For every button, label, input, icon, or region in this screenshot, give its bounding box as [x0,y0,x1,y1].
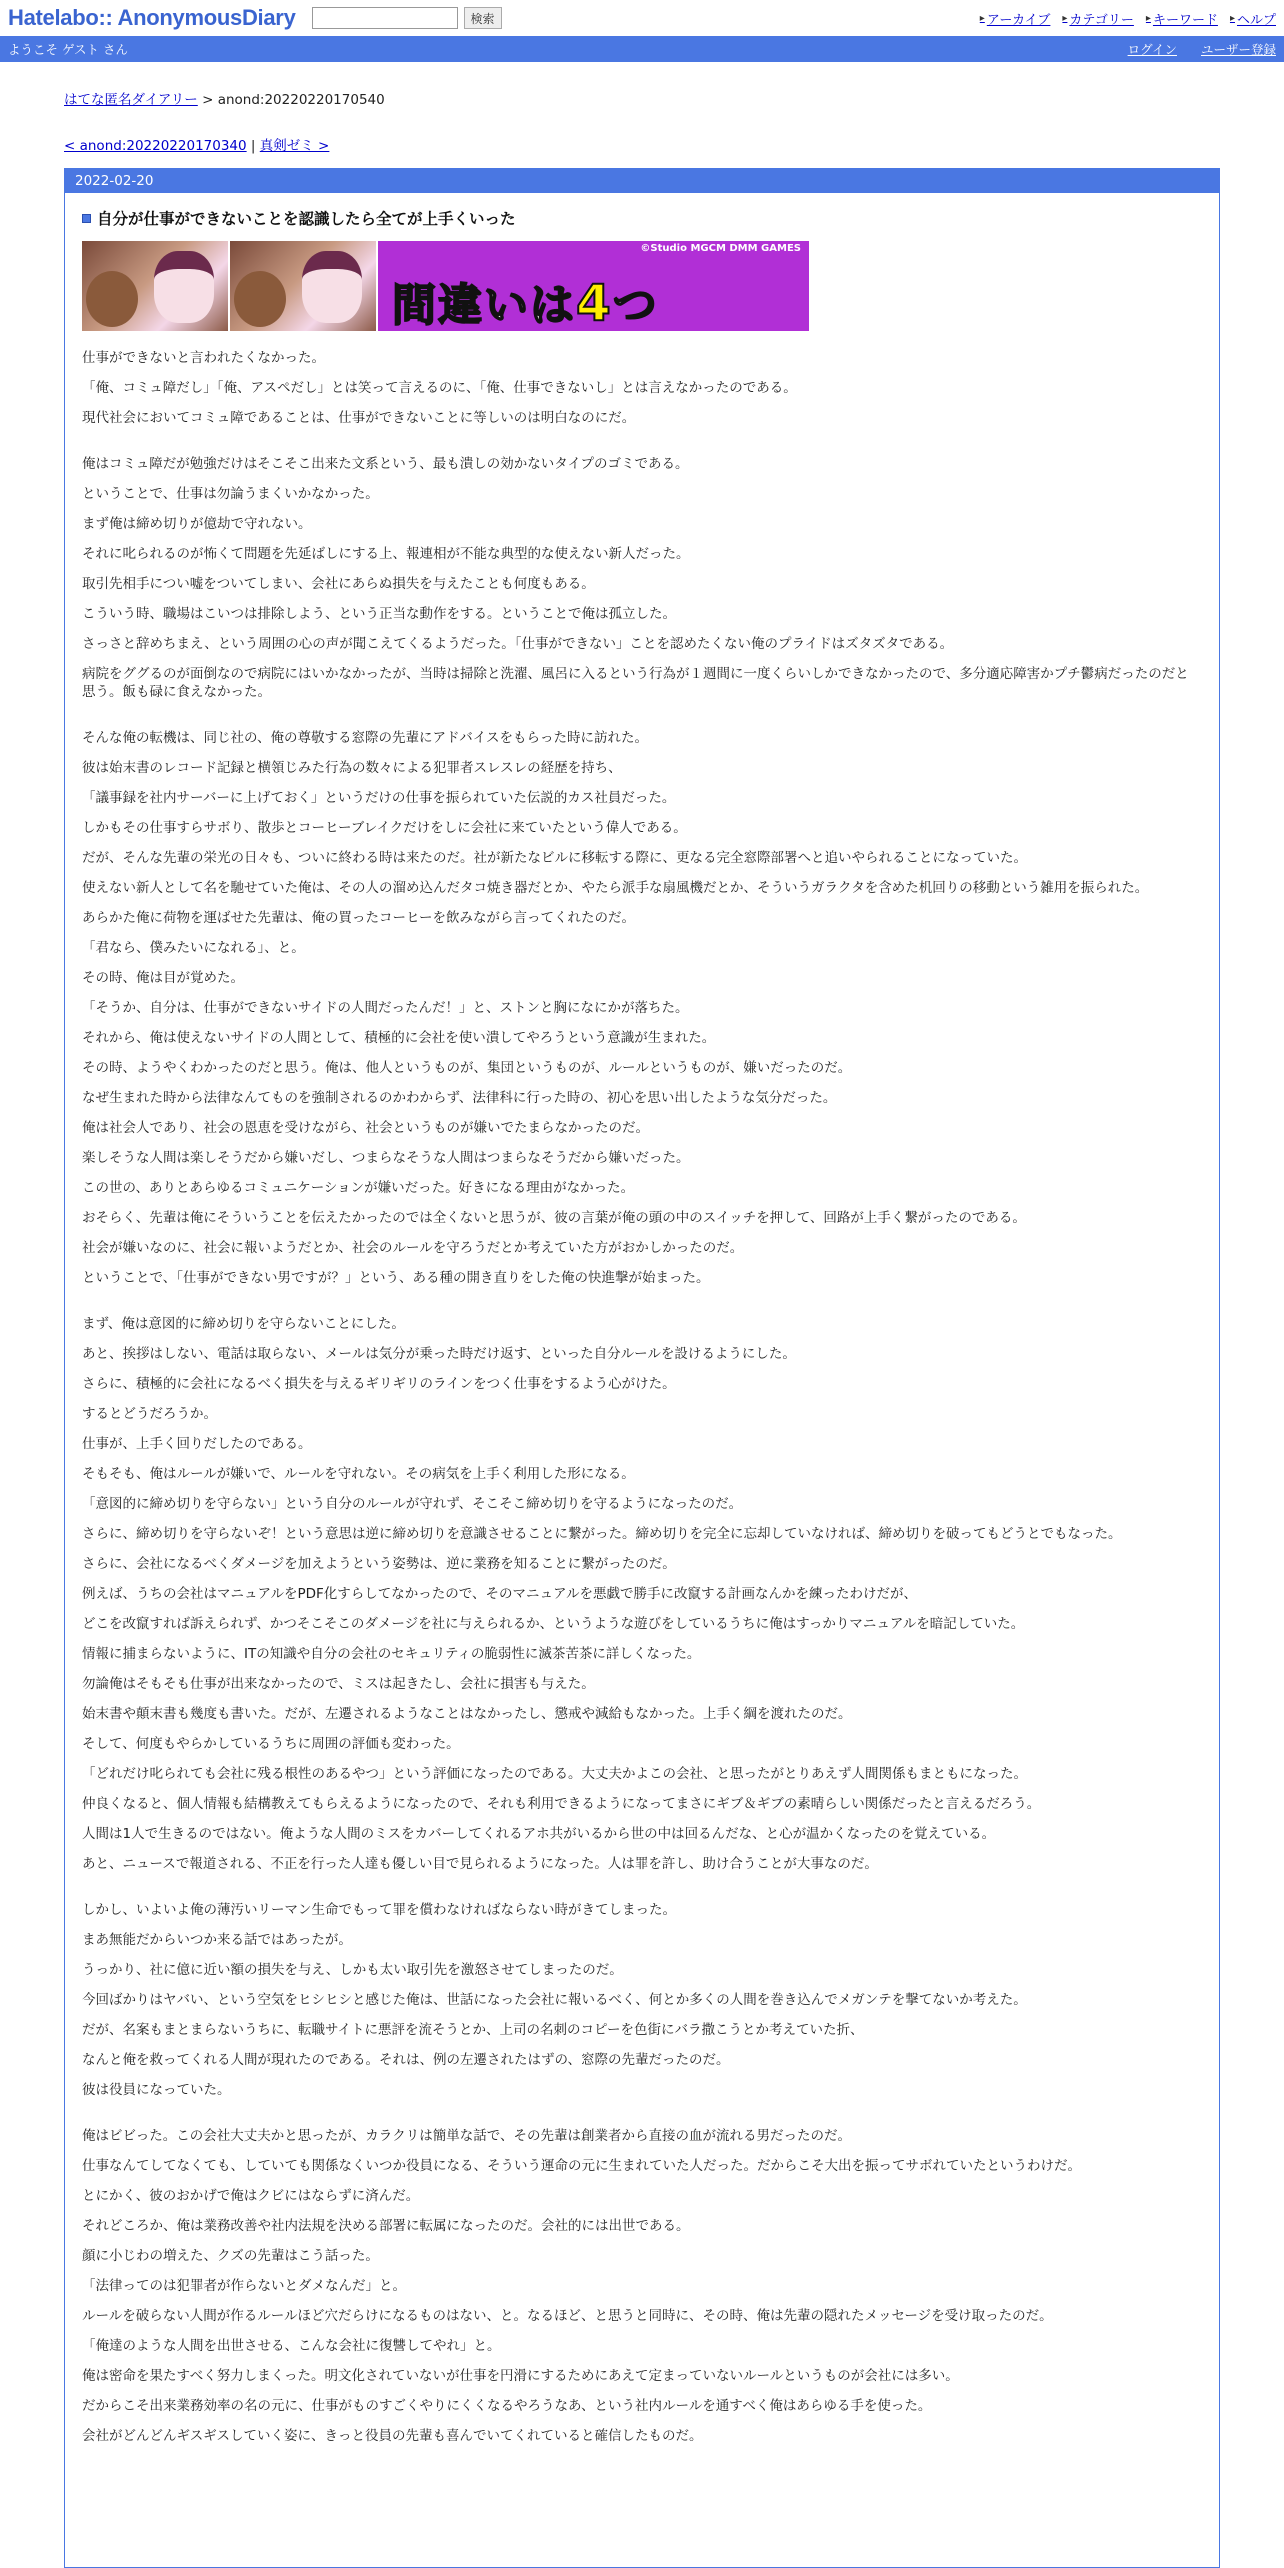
nav-category-label: カテゴリー [1069,12,1134,28]
banner-credit: ©Studio MGCM DMM GAMES [640,243,801,254]
welcome-text: ようこそ ゲスト さん [8,42,128,57]
ad-banner[interactable] [82,241,809,331]
entry-line: 俺は密命を果たすべく努力しまくった。明文化されていないが仕事を円滑にするためにあえて定まっていないルールというものが会社には多い。 [82,2368,959,2384]
nav-archive-label: アーカイブ [986,12,1051,28]
entry-line: おそらく、先輩は俺にそういうことを伝えたかったのでは全くないと思うが、彼の言葉が俺の頭の中のスイッチを押して、回路が上手く繋がったのである。 [82,1210,1026,1226]
entry-line: しかし、いよいよ俺の薄汚いリーマン生命でもって罪を償わなければならない時がきてしまった。 [82,1902,676,1918]
prev-entry-link[interactable]: < anond:20220220170340 [64,138,247,154]
chevron-right-icon: ▸ [1145,12,1151,24]
entry-line: 会社がどんどんギスギスしていく姿に、きっと役員の先輩も喜んでいてくれていると確信したものだ。 [82,2428,703,2444]
entry-line: 「意図的に締め切りを守らない」という自分のルールが守れず、そこそこ締め切りを守るようになったのだ。 [82,1496,743,1512]
entry-line: だが、そんな先輩の栄光の日々も、ついに終わる時は来たのだ。社が新たなビルに移転する際に、更なる完全窓際部署へと追いやられることになっていた。 [82,850,1027,866]
entry [65,193,1219,2445]
entry-line: 俺はビビった。この会社大丈夫かと思ったが、カラクリは簡単な話で、その先輩は創業者から直接の血が流れる男だったのだ。 [82,2128,851,2144]
entry-line: だからこそ出来業務効率の名の元に、仕事がものすごくやりにくくなるやろうなあ、という社内ルールを通すべく俺はあらゆる手を使った。 [82,2398,932,2414]
entry-line: それどころか、俺は業務改善や社内法規を決める部署に転属になったのだ。会社的には出世である。 [82,2218,690,2234]
breadcrumb-current: anond:20220220170540 [217,92,385,108]
entry-line: 取引先相手につい嘘をついてしまい、会社にあらぬ損失を与えたことも何度もある。 [82,576,595,592]
login-link[interactable]: ログイン [1127,42,1177,57]
entry-line: 情報に捕まらないように、ITの知識や自分の会社のセキュリティの脆弱性に滅茶苦茶に詳しくなった。 [82,1646,701,1662]
nav-help-label: ヘルプ [1236,12,1276,28]
entry-line: 顔に小じわの増えた、クズの先輩はこう話った。 [82,2248,379,2264]
entry-line: どこを改竄すれば訴えられず、かつそこそこのダメージを社に与えられるか、というような遊びをしているうちに俺はすっかりマニュアルを暗記していた。 [82,1616,1025,1632]
entry-line: そもそも、俺はルールが嫌いで、ルールを守れない。その病気を上手く利用した形になる。 [82,1466,635,1482]
entry-line: 「俺、コミュ障だし」「俺、アスペだし」とは笑って言えるのに、「俺、仕事できないし」とは言えなかったのである。 [82,380,797,396]
day-date: 2022-02-20 [75,173,154,189]
main-container [64,88,1220,2568]
entry-line: 社会が嫌いなのに、社会に報いようだとか、社会のルールを守ろうだとか考えていた方がおかしかったのだ。 [82,1240,744,1256]
entry-line: うっかり、社に億に近い額の損失を与え、しかも太い取引先を激怒させてしまったのだ。 [82,1962,623,1978]
teddy-bear-icon [234,271,286,327]
nav-category[interactable] [1062,9,1134,28]
entry-line: 病院をググるのが面倒なので病院にはいかなかったが、当時は掃除と洗濯、風呂に入るという行為が１週間に一度くらいしかできなかったので、多分適応障害かプチ鬱病だったのだと思う。飯も碌に食えなかった。 [82,666,1189,700]
entry-line: さらに、積極的に会社になるべく損失を与えるギリギリのラインをつく仕事をするよう心がけた。 [82,1376,676,1392]
entry-line: 仲良くなると、個人情報も結構教えてもらえるようになったので、それも利用できるようになってまさにギブ＆ギブの素晴らしい関係だったと言えるだろう。 [82,1796,1041,1812]
day-header [65,169,1219,193]
entry-line: なぜ生まれた時から法律なんてものを強制されるのかわからず、法律科に行った時の、初心を思い出したような気分だった。 [82,1090,837,1106]
entry-line: 「そうか、自分は、仕事ができないサイドの人間だったんだ！」と、ストンと胸になにかが落ちた。 [82,1000,689,1016]
entry-line: この世の、ありとあらゆるコミュニケーションが嫌いだった。好きになる理由がなかった。 [82,1180,635,1196]
entry-line: 人間は1人で生きるのではない。俺ような人間のミスをカバーしてくれるアホ共がいるから世の中は回るんだな、と心が温かくなったのを覚えている。 [82,1826,996,1842]
banner-caption-num: 4 [576,274,613,331]
entry-line: ということで、仕事は勿論うまくいかなかった。 [82,486,379,502]
entry-line: なんと俺を救ってくれる人間が現れたのである。それは、例の左遷されたはずの、窓際の先輩だったのだ。 [82,2052,730,2068]
banner-caption [392,269,659,331]
entry-line: 俺は社会人であり、社会の恩恵を受けながら、社会というものが嫌いでたまらなかったのだ。 [82,1120,649,1136]
entry-title-text: 自分が仕事ができないことを認識したら全てが上手くいった [97,210,516,228]
entry-line: その時、ようやくわかったのだと思う。俺は、他人というものが、集団というものが、ルールというものが、嫌いだったのだ。 [82,1060,852,1076]
entry-line: さらに、締め切りを守らないぞ！という意思は逆に締め切りを意識させることに繋がった。締め切りを完全に忘却していなければ、締め切りを破ってもどうとでもなった。 [82,1526,1122,1542]
top-bar [0,0,1284,36]
entry-line: あらかた俺に荷物を運ばせた先輩は、俺の買ったコーヒーを飲みながら言ってくれたのだ。 [82,910,635,926]
entry-line: 「俺達のような人間を出世させる、こんな会社に復讐してやれ」と。 [82,2338,501,2354]
entry-line: まあ無能だからいつか来る話ではあったが。 [82,1932,352,1948]
entry-line: そんな俺の転機は、同じ社の、俺の尊敬する窓際の先輩にアドバイスをもらった時に訪れた。 [82,730,649,746]
search-input[interactable] [312,7,458,29]
entry-line: まず俺は締め切りが億劫で守れない。 [82,516,312,532]
entry-body [82,349,1202,2445]
entry-line: 彼は始末書のレコード記録と横領じみた行為の数々による犯罪者スレスレの経歴を持ち、 [82,760,622,776]
entry-line: だが、名案もまとまらないうちに、転職サイトに悪評を流そうとか、上司の名刺のコピーを色街にバラ撒こうとか考えていた折、 [82,2022,864,2038]
nav-keyword[interactable] [1146,9,1218,28]
register-link[interactable]: ユーザー登録 [1200,42,1276,57]
entry-line: しかもその仕事すらサボり、散歩とコーヒーブレイクだけをしに会社に来ていたという偉人である。 [82,820,687,836]
banner-text-area [378,241,809,331]
entry-line: それから、俺は使えないサイドの人間として、積極的に会社を使い潰してやろうという意識が生まれた。 [82,1030,716,1046]
teddy-bear-icon [86,271,138,327]
entry-line: その時、俺は目が覚めた。 [82,970,244,986]
chevron-right-icon: ▸ [1229,12,1235,24]
entry-line: 「議事録を社内サーバーに上げておく」というだけの仕事を振られていた伝説的カス社員だった。 [82,790,676,806]
entry-line: さっさと辞めちまえ、という周囲の心の声が聞こえてくるようだった。「仕事ができない」ことを認めたくない俺のプライドはズタズタである。 [82,636,954,652]
breadcrumb-separator: > [197,92,218,108]
entry-line: 仕事が、上手く回りだしたのである。 [82,1436,312,1452]
entry-line: 例えば、うちの会社はマニュアルをPDF化すらしてなかったので、そのマニュアルを悪戯で勝手に改竄する計画なんかを練ったわけだが、 [82,1586,917,1602]
entry-line: 今回ばかりはヤバい、という空気をヒシヒシと感じた俺は、世話になった会社に報いるべく、何とか多くの人間を巻き込んでメガンテを撃てないか考えた。 [82,1992,1027,2008]
welcome-bar [0,36,1284,62]
next-entry-link[interactable]: 真剣ゼミ > [259,138,330,154]
nav-help[interactable] [1230,9,1276,28]
square-bullet-icon [82,214,91,223]
entry-line: 現代社会においてコミュ障であることは、仕事ができないことに等しいのは明白なのにだ。 [82,410,636,426]
pager-separator: | [246,138,260,154]
entry-line: 「法律ってのは犯罪者が作らないとダメなんだ」と。 [82,2278,406,2294]
entry-line: 楽しそうな人間は楽しそうだから嫌いだし、つまらなそうな人間はつまらなそうだから嫌いだった。 [82,1150,690,1166]
entry-line: それに叱られるのが怖くて問題を先延ばしにする上、報連相が不能な典型的な使えない新人だった。 [82,546,690,562]
breadcrumb-home-link[interactable]: はてな匿名ダイアリー [64,92,198,108]
entry-line: とにかく、彼のおかげで俺はクビにはならずに済んだ。 [82,2188,420,2204]
entry-line: 仕事ができないと言われたくなかった。 [82,350,325,366]
entry-line: 勿論俺はそもそも仕事が出来なかったので、ミスは起きたし、会社に損害も与えた。 [82,1676,595,1692]
entry-line: 使えない新人として名を馳せていた俺は、その人の溜め込んだタコ焼き器だとか、やたら派手な扇風機だとか、そういうガラクタを含めた机回りの移動という雑用を振られた。 [82,880,1149,896]
entry-line: あと、挨拶はしない、電話は取らない、メールは気分が乗った時だけ返す、といった自分ルールを設けるようにした。 [82,1346,796,1362]
nav-keyword-label: キーワード [1152,12,1218,28]
site-logo[interactable]: Hatelabo:: AnonymousDiary [8,5,296,30]
entry-line: ルールを破らない人間が作るルールほど穴だらけになるものはない、と。なるほど、と思うと同時に、その時、俺は先輩の隠れたメッセージを受け取ったのだ。 [82,2308,1053,2324]
entry-line: さらに、会社になるべくダメージを加えようという姿勢は、逆に業務を知ることに繋がったのだ。 [82,1556,676,1572]
entry-line: 始末書や顛末書も幾度も書いた。だが、左遷されるようなことはなかったし、懲戒や減給もなかった。上手く綱を渡れたのだ。 [82,1706,852,1722]
top-nav [980,9,1276,28]
entry-line: ということで、「仕事ができない男ですが？」という、ある種の開き直りをした俺の快進撃が始まった。 [82,1270,710,1286]
entry-line: 仕事なんてしてなくても、していても関係なくいつか役員になる、そういう運命の元に生まれていた人だった。だからこそ大出を振ってサボれていたというわけだ。 [82,2158,1081,2174]
entry-title[interactable] [82,207,1202,229]
banner-character-image [82,241,230,331]
chevron-right-icon: ▸ [1062,12,1068,24]
entry-line: そして、何度もやらかしているうちに周囲の評価も変わった。 [82,1736,460,1752]
banner-caption-pre: 間違いは [392,280,576,331]
day-section [64,168,1220,2568]
entry-line: 彼は役員になっていた。 [82,2082,231,2098]
banner-character-image [230,241,378,331]
entry-line: こういう時、職場はこいつは排除しよう、という正当な動作をする。ということで俺は孤立した。 [82,606,676,622]
entry-line: まず、俺は意図的に締め切りを守らないことにした。 [82,1316,405,1332]
entry-line: 「君なら、僕みたいになれる」、と。 [82,940,305,956]
entry-pager [64,134,1220,154]
breadcrumb [64,88,1220,108]
nav-archive[interactable] [980,9,1051,28]
banner-caption-post: つ [612,280,659,331]
character-face-icon [302,251,362,323]
entry-line: 俺はコミュ障だが勉強だけはそこそこ出来た文系という、最も潰しの効かないタイプのゴミである。 [82,456,689,472]
chevron-right-icon: ▸ [979,12,985,24]
search-button[interactable]: 検索 [464,7,502,29]
entry-line: するとどうだろうか。 [82,1406,217,1422]
entry-line: あと、ニュースで報道される、不正を行った人達も優しい目で見られるようになった。人は罪を許し、助け合うことが大事なのだ。 [82,1856,878,1872]
entry-line: 「どれだけ叱られても会社に残る根性のあるやつ」という評価になったのである。大丈夫かよこの会社、と思ったがとりあえず人間関係もまともになった。 [82,1766,1027,1782]
character-face-icon [154,251,214,323]
